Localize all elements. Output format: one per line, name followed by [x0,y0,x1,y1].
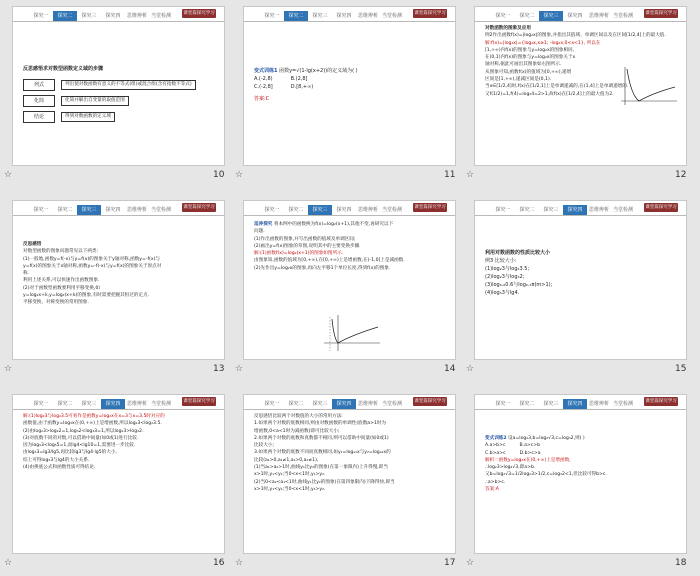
tab: 思维辨析 [126,401,147,407]
section-badge: 课堂篇探究学习 [414,399,446,404]
text-line: 反思感悟比较两个对数值的大小的常用方法: [254,414,343,419]
tab: 探究三 [312,13,328,19]
text-line: 在(0,1)内f(x)的图象与y=log₂x的图象关于x [485,55,576,61]
tab: 当堂检测 [381,401,402,407]
text-line: (2)对于函数型函数要利用平移变换,如 [23,285,100,291]
tab: 当堂检测 [150,207,171,213]
star-icon[interactable]: ☆ [4,364,13,374]
thumb-bar [0,170,700,186]
text-line: 称. [23,271,30,277]
tab: 探究二 [519,401,535,407]
section-badge: 课堂篇探究学习 [414,11,446,16]
slide-number: 18 [675,558,687,568]
tab: 探究一 [495,207,511,213]
question: 设a=log₂3,b=log₂√3,c=log₃2,则( ) [508,436,585,441]
slide-number: 16 [213,558,225,568]
text-line: 当x∈[1/2,4]时,f(x)在[1/2,1]上是单调递减的,在(1,4]上是单调递增的. [485,84,629,90]
tab: 探究二 [284,11,308,21]
option: D.b>c>a [519,450,541,456]
option: C.(-2,8] [254,84,273,90]
slide-number: 14 [444,364,456,374]
tab: 探究三 [543,207,559,213]
text-line: 问题. [254,229,265,235]
option: A.a>b>c [485,443,506,449]
tab: 探究三 [308,205,332,215]
tab: 思维辨析 [357,401,378,407]
heading: 反思感悟求对数型函数定义域的步骤 [23,66,104,72]
star-icon[interactable]: ☆ [235,558,244,568]
section-badge: 课堂篇探究学习 [414,205,446,210]
tab: 当堂检测 [381,207,402,213]
text-line: 又f(1/2)=1,f(4)=log₂4=2>1,故f(x)在[1/2,4]上的最大值为2. [485,91,614,97]
question: 函数y=√(1-lg(x+2))的定义域为( ) [279,68,358,74]
tab: 探究三 [81,401,97,407]
tab: 思维辨析 [588,207,609,213]
text-line: y=log₂x+k,y=log₂(x+k)的图象,有时需要把握其恒过的定点. [23,293,150,299]
slide-number: 11 [444,170,456,180]
text-line: 解:(1)log₂3与log₂3.5可看作是函数y=log₂x在x=3与x=3.5时对应的 [23,414,165,419]
text-line: (2)由log₂3>log₂2=1,log₃2<log₃3=1,所以log₂3>log₃2. [23,428,144,434]
star-icon[interactable]: ☆ [4,170,13,180]
step-desc: 列出使对数函数有意义的不等式(组)或混合组(含有指数不等式) [61,80,196,90]
tab: 探究一 [33,401,49,407]
tab: 探究三 [543,401,559,407]
tab: 探究二 [519,207,535,213]
text-line: 从图象可知,函数f(x)的值域为[0,+∞),递增 [485,69,572,75]
option: B.a>c>b [519,443,541,449]
slide-18[interactable] [474,394,687,554]
tab: 探究三 [539,11,563,21]
extension-title: 延伸探究 [254,222,273,227]
section-badge: 课堂篇探究学习 [645,399,677,404]
tab: 探究四 [336,207,352,213]
text-line: (1)一般地,函数y=f(-x)与y=f(x)的图象关于y轴对称,函数y=-f(x)与 [23,256,161,262]
tab: 探究二 [57,207,73,213]
heading: 对数函数的图象及应用 [485,26,531,31]
intro: 例3 比较大小: [485,258,517,264]
tab: 探究二 [57,401,73,407]
text-line: 比较(a₁>0,a₁≠1,a₂>0,a₂≠1), [254,457,319,463]
text-line: (2)先作出y=log₂x的图象,再向左平移1个单位长度,得到f(x)的图象. [254,265,391,271]
text-line: 对数型函数的图象问题常见以下两类: [23,249,99,255]
text-line: 区间是[1,+∞),递减区间是(0,1). [485,77,552,83]
tab: 当堂检测 [612,207,633,213]
text-line: x>1时,y₁<y₂;当0<x<1时,y₁>y₂. [254,472,326,478]
text-line: (2)当0<a₂<a₁<1时,曲线y₁比y₂的图象(在第四象限内)下降得快,即当 [254,479,395,485]
text-line: 3.如果两个对数的底数不同而真数相同,如y₁=logₐ₁x与y₂=logₐ₂x的 [254,450,391,456]
item: (2)log₂3与log₃2; [485,274,525,280]
option: C.b>a>c [485,450,506,456]
tab: 探究一 [495,13,511,19]
tab: 当堂检测 [381,13,402,19]
heading: 利用对数函数的性质比较大小 [485,250,551,256]
text-line: 增函数,0<a<1时为减函数)即可比较大小; [254,428,340,434]
text-line: 平移变换、对称变换的常用图象. [23,300,89,306]
tab: 探究一 [495,401,511,407]
tab: 探究一 [264,13,280,19]
text-line: y=f(x)的图象关于x轴对称,函数y=-f(-x)与y=f(x)的图象关于原点对 [23,263,162,269]
slide-16[interactable] [12,394,225,554]
text-line: (4)由换底公式和函数性质可得结论. [23,465,96,471]
text-line: 综上可得log₅3与lg4的大小关系. [23,457,90,463]
slide-number: 12 [675,170,687,180]
star-icon[interactable]: ☆ [4,558,13,568]
tab: 当堂检测 [150,401,171,407]
slide-13[interactable] [12,200,225,360]
star-icon[interactable]: ☆ [466,170,475,180]
slide-15[interactable] [474,200,687,360]
section-badge: 课堂篇探究学习 [645,205,677,210]
text-line: 例2作出函数f(x)=|log₂x|的图象,并指出其值域、单调区间以及在区间[1/2,4]上的最大值. [485,33,666,39]
text-line: 轴对称,据此可画出其图象如右图所示. [485,62,562,68]
answer: 答案:C [254,96,270,102]
text-line: 比较大小; [254,443,274,449]
text-line: [1,+∞)内f(x)的图象与y=log₂x的图象相同, [485,47,575,53]
section-badge: 课堂篇探究学习 [183,11,215,16]
tab: 思维辨析 [357,207,378,213]
answer: 答案:A [485,487,499,493]
text-line: 又b=log₂√3=1/2log₂3>1/2,c=log₃2<1,但比较可得b>c. [485,472,607,478]
tab: 当堂检测 [612,401,633,407]
tab: 探究三 [312,401,328,407]
tab: 探究二 [288,401,304,407]
item: (3)log₀.₆0.6与log₀.₆π(m>1); [485,282,553,288]
text-line: (1)当a₁>a₂>1时,曲线y₁比y₂的图象(在第一象限内)上升得慢,即当 [254,465,388,471]
tab: 探究四 [563,399,587,409]
tab: 探究一 [264,401,280,407]
log-shift-graph [322,313,382,353]
text-line: 因为log₅3<log₅5=1,而lg4<lg10=1,需要进一步比较. [23,443,136,449]
tab: 探究四 [336,13,352,19]
tab: 探究二 [53,11,77,21]
text-line: (2)画出y=f(x)图象的草图,说明其中的主要变换步骤. [254,243,361,249]
text-line: 1.如果两个对数的底数相同,则由对数函数的单调性(底数a>1时为 [254,421,387,427]
step-desc: 得到对数函数的定义域 [61,112,115,122]
section-badge: 课堂篇探究学习 [183,205,215,210]
step-label: 结论 [23,111,55,123]
slide-17[interactable] [243,394,456,554]
tab: 探究一 [264,207,280,213]
abs-log-graph [617,65,679,107]
tab: 当堂检测 [150,13,171,19]
text-line: ∴a>b>c. [485,479,506,485]
item: (1)log₂3与log₂3.5; [485,266,530,272]
step-label: 化简 [23,95,55,107]
text-line: 解:(1)函数f(x)=log₂(x+1)的图象如图所示. [254,251,344,257]
slide-11[interactable] [243,6,456,166]
slide-number: 15 [675,364,687,374]
tab: 思维辨析 [588,13,609,19]
tab: 探究二 [288,207,304,213]
star-icon[interactable]: ☆ [466,364,475,374]
text-line: 解:f(x)=|log₂x|={log₂x,x≥1; -log₂x,0<x<1}, 所以在 [485,40,601,46]
thumb-bar [0,558,700,574]
slide-12[interactable] [474,6,687,166]
text-line: ∴log₂3>log₂√3,即a>b. [485,465,536,471]
tab: 探究四 [105,13,121,19]
tab: 探究四 [563,205,587,215]
text-line: 由图象知,函数的值域为[0,+∞),在[0,+∞)上是增函数,在(-1,0]上是减函数. [254,258,405,264]
star-icon[interactable]: ☆ [466,558,475,568]
exercise-title: 变式训练1 [254,68,278,74]
step-label: 列式 [23,79,55,91]
slide-10[interactable] [12,6,225,166]
tab: 当堂检测 [612,13,633,19]
tab: 探究二 [519,13,535,19]
slide-number: 13 [213,364,225,374]
tab: 探究四 [332,399,356,409]
text-line: x>1时,y₁<y₂;当0<x<1时,y₁>y₂. [254,486,326,492]
option: A.(-2,8) [254,76,273,82]
tab: 探究一 [33,13,49,19]
section-badge: 课堂篇探究学习 [645,11,677,16]
tab: 探究一 [33,207,49,213]
slide-number: 17 [444,558,456,568]
option: D.[8,+∞) [290,84,314,90]
text-line: 由log₅3=lg3/lg5,再比较lg3与lg4·lg5的大小, [23,450,117,456]
tab: 思维辨析 [126,13,147,19]
section-badge: 课堂篇探究学习 [183,399,215,404]
thumb-bar [0,364,700,380]
text-line: 2.如果两个对数的底数和真数都不相同,则可以借助中间量(如0或1) [254,435,389,441]
heading: 反思感悟 [23,242,42,247]
tab: 思维辨析 [357,13,378,19]
star-icon[interactable]: ☆ [235,364,244,374]
text-line: 函数值,由于函数y=log₂x在(0,+∞)上是增函数,所以log₂3<log₂3.5. [23,421,162,427]
tab: 探究四 [567,13,583,19]
text-line: 利用上述关系,可以快速作出函数图象. [23,278,100,284]
text-line: (1)作出函数的图象,并写出函数的值域及单调区间; [254,236,356,242]
star-icon[interactable]: ☆ [235,170,244,180]
item: (4)log₅3与lg4. [485,290,520,296]
option: B.(2,8] [290,76,308,82]
tab: 探究四 [101,399,125,409]
exercise-title: 变式训练2 [485,436,507,441]
text-line: 解析:∵函数y=log₂x在(0,+∞)上是增函数, [485,457,571,463]
text-line: (3)对底数不同的对数,可以借助中间量(如0或1)进行比较. [23,435,139,441]
tab: 探究四 [105,207,121,213]
text-line: 将本例中的函数换为f(x)=log₂(x+1),其他不变,再研究以下 [273,222,394,227]
tab: 思维辨析 [126,207,147,213]
step-desc: 化简并解出自变量的取值范围 [61,96,129,106]
tab: 思维辨析 [588,401,609,407]
tab: 探究三 [77,205,101,215]
slide-number: 10 [213,170,225,180]
slide-14[interactable] [243,200,456,360]
tab: 探究三 [81,13,97,19]
